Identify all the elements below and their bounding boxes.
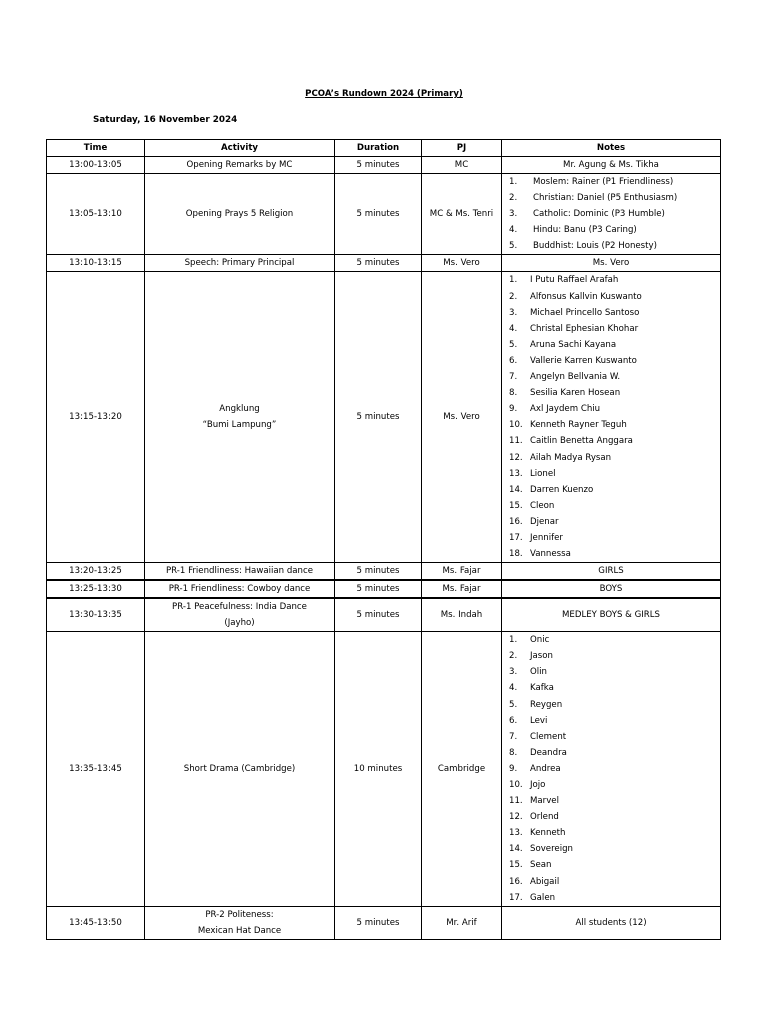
list-item — [502, 222, 720, 238]
list-item-text: Michael Princello Santoso — [530, 307, 640, 318]
header-time: Time — [47, 140, 145, 157]
list-item-number: 12. — [509, 452, 523, 463]
list-item-text: Reygen — [530, 699, 563, 710]
list-item-text: Vallerie Karren Kuswanto — [530, 355, 637, 366]
list-item-text: Jason — [530, 651, 553, 662]
list-item-text: Orlend — [530, 812, 559, 823]
notes-list — [502, 272, 720, 562]
list-item-number: 3. — [509, 307, 518, 318]
table-row — [47, 174, 721, 255]
list-item-text: Onic — [530, 635, 550, 646]
list-item-number: 1. — [509, 177, 518, 187]
list-item-text: Angelyn Bellvania W. — [530, 372, 621, 383]
list-item-number: 2. — [509, 291, 518, 302]
cell-duration: 5 minutes — [335, 580, 422, 598]
cell-duration: 5 minutes — [335, 272, 422, 563]
cell-activity: PR-1 Friendliness: Cowboy dance — [145, 580, 335, 598]
cell-time: 13:15-13:20 — [47, 272, 145, 563]
cell-time: 13:05-13:10 — [47, 174, 145, 255]
header-duration: Duration — [335, 140, 422, 157]
list-item — [502, 825, 720, 841]
cell-notes: Mr. Agung & Ms. Tikha — [502, 157, 721, 174]
list-item — [502, 450, 720, 466]
cell-notes — [502, 272, 721, 563]
cell-pj: MC & Ms. Tenri — [422, 174, 502, 255]
list-item-text: Kafka — [530, 683, 554, 694]
list-item — [502, 546, 720, 562]
rundown-table — [46, 139, 721, 940]
list-item — [502, 190, 720, 206]
cell-pj: MC — [422, 157, 502, 174]
cell-pj: Mr. Arif — [422, 906, 502, 939]
list-item — [502, 697, 720, 713]
cell-notes: Ms. Vero — [502, 255, 721, 272]
cell-notes: BOYS — [502, 580, 721, 598]
cell-notes — [502, 632, 721, 907]
list-item-number: 3. — [509, 209, 518, 220]
list-item — [502, 890, 720, 906]
list-item-text: Axl Jaydem Chiu — [530, 404, 601, 415]
list-item — [502, 174, 720, 190]
list-item-text: Djenar — [530, 516, 559, 527]
cell-duration: 5 minutes — [335, 157, 422, 174]
cell-pj: Ms. Vero — [422, 255, 502, 272]
list-item-number: 5. — [509, 339, 518, 350]
activity-line: (Jayho) — [224, 618, 255, 629]
list-item — [502, 337, 720, 353]
list-item-number: 5. — [509, 241, 518, 252]
list-item — [502, 530, 720, 546]
table-row — [47, 563, 721, 581]
list-item-text: Jojo — [530, 780, 546, 790]
cell-activity — [145, 598, 335, 632]
list-item — [502, 433, 720, 449]
list-item-number: 9. — [509, 404, 518, 415]
list-item-text: Kenneth Rayner Teguh — [530, 420, 627, 431]
cell-time: 13:35-13:45 — [47, 632, 145, 907]
list-item — [502, 417, 720, 433]
list-item-number: 15. — [509, 860, 523, 871]
cell-time: 13:00-13:05 — [47, 157, 145, 174]
header-activity: Activity — [145, 140, 335, 157]
list-item-number: 6. — [509, 715, 518, 726]
list-item-text: Ailah Madya Rysan — [530, 452, 612, 463]
list-item — [502, 321, 720, 337]
list-item-number: 16. — [509, 516, 523, 527]
list-item-number: 1. — [509, 275, 518, 286]
cell-duration: 5 minutes — [335, 598, 422, 632]
cell-notes: All students (12) — [502, 906, 721, 939]
list-item-text: Buddhist: Louis (P2 Honesty) — [533, 241, 657, 252]
list-item-text: Galen — [530, 892, 556, 903]
list-item-text: Vannessa — [530, 549, 571, 560]
list-item-text: Moslem: Rainer (P1 Friendliness) — [533, 177, 674, 187]
list-item-text: Sesilia Karen Hosean — [530, 388, 621, 399]
list-item-number: 10. — [509, 420, 523, 431]
activity-line: “Bumi Lampung” — [202, 420, 277, 431]
cell-activity: Opening Prays 5 Religion — [145, 174, 335, 255]
list-item — [502, 777, 720, 793]
list-item-number: 4. — [509, 683, 518, 694]
list-item-text: Sovereign — [530, 844, 574, 855]
cell-time: 13:45-13:50 — [47, 906, 145, 939]
list-item — [502, 514, 720, 530]
cell-notes: MEDLEY BOYS & GIRLS — [502, 598, 721, 632]
cell-activity — [145, 272, 335, 563]
cell-pj: Ms. Fajar — [422, 563, 502, 581]
list-item-text: Jennifer — [530, 532, 563, 543]
list-item-number: 14. — [509, 844, 523, 855]
list-item-text: Clement — [530, 731, 567, 742]
list-item-number: 4. — [509, 225, 518, 236]
list-item — [502, 745, 720, 761]
table-row — [47, 157, 721, 174]
list-item — [502, 272, 720, 288]
list-item — [502, 498, 720, 514]
activity-line: PR-1 Peacefulness: India Dance — [172, 602, 307, 613]
activity-line: Angklung — [219, 404, 260, 415]
list-item-text: I Putu Raffael Arafah — [530, 275, 619, 286]
table-row — [47, 255, 721, 272]
list-item-text: Lionel — [530, 468, 556, 479]
cell-activity: Speech: Primary Principal — [145, 255, 335, 272]
list-item-number: 5. — [509, 699, 518, 710]
cell-activity — [145, 906, 335, 939]
list-item-number: 6. — [509, 355, 518, 366]
cell-pj: Ms. Indah — [422, 598, 502, 632]
table-row — [47, 906, 721, 939]
list-item — [502, 874, 720, 890]
list-item-number: 2. — [509, 193, 518, 204]
notes-list — [502, 174, 720, 254]
cell-time: 13:30-13:35 — [47, 598, 145, 632]
event-date: Saturday, 16 November 2024 — [93, 115, 238, 125]
list-item-text: Caitlin Benetta Anggara — [530, 436, 633, 447]
list-item-text: Hindu: Banu (P3 Caring) — [533, 225, 637, 236]
list-item-number: 14. — [509, 484, 523, 495]
list-item — [502, 793, 720, 809]
cell-duration: 10 minutes — [335, 632, 422, 907]
cell-time: 13:20-13:25 — [47, 563, 145, 581]
list-item-number: 17. — [509, 532, 523, 543]
list-item — [502, 648, 720, 664]
list-item — [502, 238, 720, 254]
list-item-number: 1. — [509, 635, 518, 646]
list-item-number: 9. — [509, 763, 518, 774]
list-item-number: 10. — [509, 780, 523, 790]
cell-notes — [502, 174, 721, 255]
table-row — [47, 632, 721, 907]
list-item-number: 17. — [509, 892, 523, 903]
cell-duration: 5 minutes — [335, 174, 422, 255]
list-item-text: Cleon — [530, 500, 555, 511]
cell-duration: 5 minutes — [335, 563, 422, 581]
cell-pj: Ms. Vero — [422, 272, 502, 563]
cell-time: 13:25-13:30 — [47, 580, 145, 598]
list-item-number: 11. — [509, 796, 523, 807]
list-item-text: Levi — [530, 715, 548, 726]
table-row — [47, 580, 721, 598]
cell-time: 13:10-13:15 — [47, 255, 145, 272]
list-item-number: 8. — [509, 747, 518, 758]
list-item-number: 13. — [509, 468, 523, 479]
list-item — [502, 385, 720, 401]
list-item-number: 16. — [509, 876, 523, 887]
table-header-row — [47, 140, 721, 157]
list-item-number: 11. — [509, 436, 523, 447]
list-item-number: 3. — [509, 667, 518, 678]
list-item — [502, 482, 720, 498]
list-item — [502, 713, 720, 729]
list-item — [502, 841, 720, 857]
list-item-number: 12. — [509, 812, 523, 823]
list-item-number: 18. — [509, 549, 523, 560]
list-item-text: Kenneth — [530, 828, 566, 839]
list-item — [502, 664, 720, 680]
activity-line: PR-2 Politeness: — [205, 909, 274, 920]
table-row — [47, 598, 721, 632]
cell-duration: 5 minutes — [335, 255, 422, 272]
list-item-text: Darren Kuenzo — [530, 484, 594, 495]
list-item-text: Sean — [530, 860, 552, 871]
list-item-number: 15. — [509, 500, 523, 511]
header-pj: PJ — [422, 140, 502, 157]
list-item-text: Christian: Daniel (P5 Enthusiasm) — [533, 193, 678, 204]
list-item — [502, 680, 720, 696]
list-item-number: 4. — [509, 323, 518, 334]
list-item-number: 7. — [509, 372, 518, 383]
list-item — [502, 761, 720, 777]
list-item — [502, 369, 720, 385]
list-item-text: Abigail — [530, 876, 560, 887]
cell-activity: PR-1 Friendliness: Hawaiian dance — [145, 563, 335, 581]
list-item — [502, 401, 720, 417]
document-title: PCOA’s Rundown 2024 (Primary) — [305, 89, 463, 99]
list-item-text: Catholic: Dominic (P3 Humble) — [533, 209, 665, 220]
cell-pj: Cambridge — [422, 632, 502, 907]
cell-duration: 5 minutes — [335, 906, 422, 939]
list-item — [502, 353, 720, 369]
list-item-text: Deandra — [530, 747, 567, 758]
list-item-number: 7. — [509, 731, 518, 742]
cell-activity: Opening Remarks by MC — [145, 157, 335, 174]
activity-line: Mexican Hat Dance — [197, 925, 282, 936]
list-item-text: Christal Ephesian Khohar — [530, 323, 639, 334]
list-item — [502, 632, 720, 648]
list-item — [502, 289, 720, 305]
list-item-number: 2. — [509, 651, 518, 662]
cell-notes: GIRLS — [502, 563, 721, 581]
list-item — [502, 729, 720, 745]
list-item-number: 8. — [509, 388, 518, 399]
notes-list — [502, 632, 720, 906]
list-item — [502, 857, 720, 873]
list-item — [502, 809, 720, 825]
list-item — [502, 466, 720, 482]
list-item-number: 13. — [509, 828, 523, 839]
list-item-text: Marvel — [530, 796, 559, 807]
list-item-text: Alfonsus Kallvin Kuswanto — [530, 291, 642, 302]
cell-activity: Short Drama (Cambridge) — [145, 632, 335, 907]
list-item — [502, 305, 720, 321]
list-item-text: Andrea — [530, 763, 561, 774]
list-item-text: Olin — [530, 667, 547, 678]
table-row — [47, 272, 721, 563]
cell-pj: Ms. Fajar — [422, 580, 502, 598]
header-notes: Notes — [502, 140, 721, 157]
list-item — [502, 206, 720, 222]
list-item-text: Aruna Sachi Kayana — [530, 339, 617, 350]
